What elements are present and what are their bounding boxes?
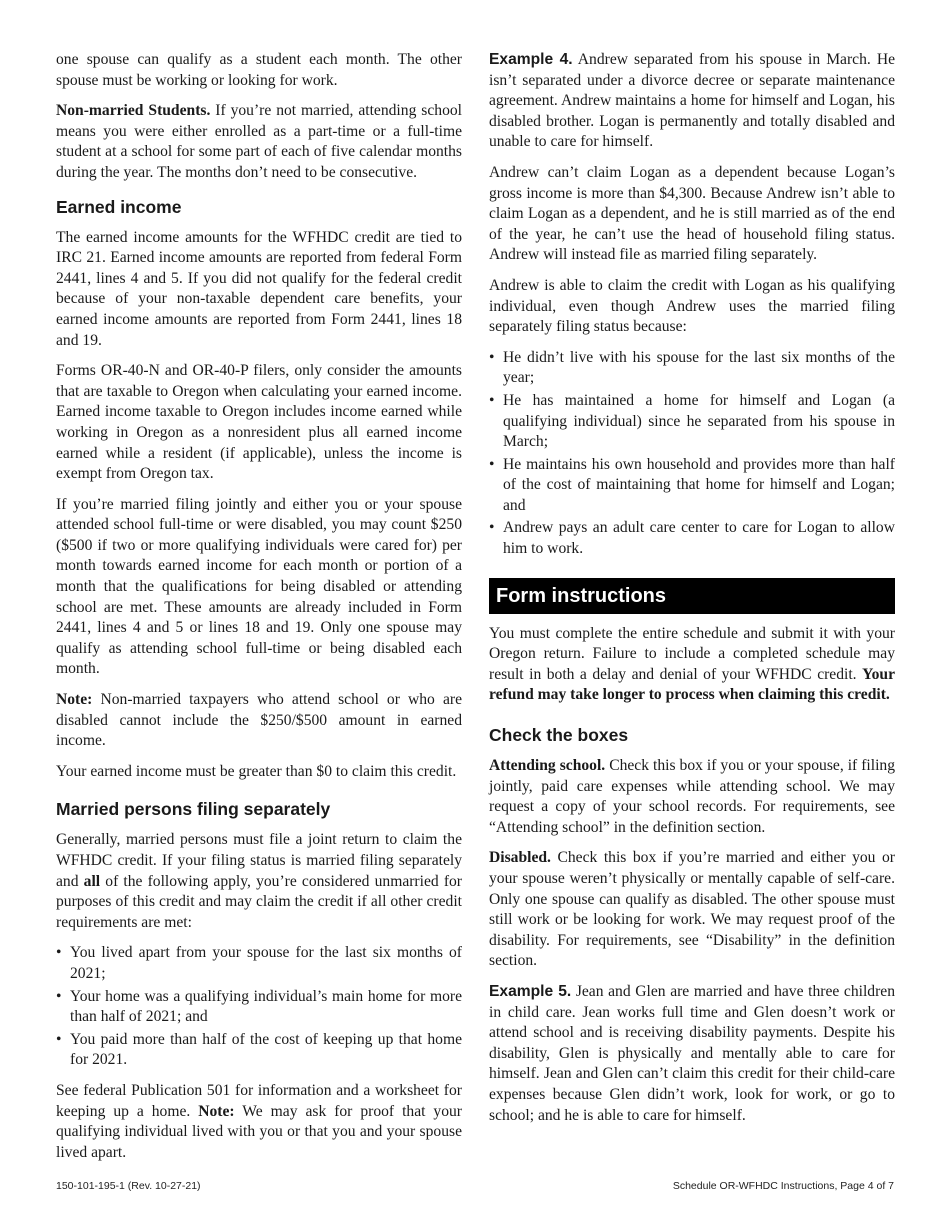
section-heading-check-the-boxes: Check the boxes (489, 725, 629, 746)
list-item: • You lived apart from your spouse for the last six months of 2021; (56, 944, 462, 982)
example-label: Example 4. (489, 51, 573, 68)
example-5-paragraph: Example 5. Jean and Glen are married and have three children in child care. Jean works full time and Glen doesn’t work or attend school and is receiving disability payments. Despite his disability, Glen is physically and mentally able to care for himself. Jean and Glen can’t claim this credit for their child-care expenses because Glen didn’t work, look for work, or go to school; and he is able to care for himself. (489, 982, 895, 1124)
note-label: Note: (56, 691, 93, 709)
paragraph: You must complete the entire schedule and submit it with your Oregon return. Failure to include a completed schedule may result in both a delay and denial of your WFHDC credit. Your refund may take longer to process when claiming this credit. (489, 624, 895, 704)
list-item: • He maintains his own household and provides more than half of the cost of maintaining that home for himself and Logan; and (489, 455, 895, 514)
paragraph: Andrew is able to claim the credit with Logan as his qualifying individual, even though Andrew uses the married filing separately filing status because: (489, 276, 895, 336)
bullet-list (489, 348, 895, 560)
footer-page-label: Schedule OR-WFHDC Instructions, Page 4 of 7 (672, 1180, 894, 1192)
paragraph: Forms OR-40-N and OR-40-P filers, only consider the amounts that are taxable to Oregon when calculating your earned income. Earned income taxable to Oregon includes income earned while working in Oregon as a nonresident plus all earned income earned while a resident (if applicable), unless the income is exempt from Oregon tax. (56, 362, 462, 483)
non-married-students-paragraph: Non-married Students. If you’re not married, attending school means you were either enrolled as a part-time or a full-time student at a school for some part of each of five calendar months during the year. The months don’t need to be consecutive. (56, 102, 462, 181)
example-4-paragraph: Example 4. Andrew separated from his spouse in March. He isn’t separated under a divorce decree or separate maintenance agreement. Andrew maintains a home for himself and Logan, his disabled brother. Logan is permanently and totally disabled and unable to care for himself. (489, 51, 896, 151)
run-in-heading: Non-married Students. (56, 102, 211, 120)
paragraph: Andrew can’t claim Logan as a dependent because Logan’s gross income is more than $4,300. Because Andrew isn’t able to claim Logan as a dependent, and he is still married as of the end of the year, he can’t use the head of household filing status. Andrew will instead file as married filing separately. (489, 163, 895, 264)
form-instructions-banner: Form instructions (489, 578, 895, 614)
list-item: • He didn’t live with his spouse for the last six months of the year; (489, 348, 895, 387)
attending-school-paragraph: Attending school. Check this box if you or your spouse, if filing jointly, paid care expenses while attending school. We may request a copy of your school records. For requirements, see “Attending school” in the definition section. (489, 757, 896, 836)
footer-form-number: 150-101-195-1 (Rev. 10-27-21) (56, 1180, 201, 1192)
list-item: • You paid more than half of the cost of keeping up that home for 2021. (56, 1030, 462, 1069)
right-column (489, 50, 895, 1136)
paragraph: one spouse can qualify as a student each month. The other spouse must be working or looking for work. (56, 51, 462, 89)
disabled-paragraph: Disabled. Check this box if you’re married and either you or your spouse weren’t physically or mentally capable of self-care. Only one spouse can qualify as disabled. The other spouse must still work or be looking for work. We may request proof of the disability. For requirements, see “Disability” in the definition section. (489, 849, 895, 970)
paragraph: Your earned income must be greater than $0 to claim this credit. (56, 762, 457, 780)
paragraph: If you’re married filing jointly and either you or your spouse attended school full-time or were disabled, you may count $250 ($500 if two or more qualifying individuals were cared for) per month towards earned income for each month or portion of a month that the qualifications for being disabled or attending school are met. These amounts are already included in Form 2441, lines 4 and 5 or lines 18 and 19. Only one spouse may qualify as attending school full-time or being disabled each month. (56, 495, 462, 678)
paragraph: The earned income amounts for the WFHDC credit are tied to IRC 21. Earned income amounts are reported from federal Form 2441, lines 4 and 5. If you did not qualify for the federal credit because of your non-taxable dependent care benefits, your earned income amounts are reported from Form 2441, lines 18 and 19. (56, 228, 462, 349)
bullet-list (56, 943, 462, 1071)
list-item: • Your home was a qualifying individual’s main home for more than half of 2021; and (56, 987, 462, 1026)
example-label: Example 5. (489, 982, 572, 1000)
list-item: • He has maintained a home for himself and Logan (a qualifying individual) since he separated from his spouse in March; (489, 391, 895, 451)
paragraph: Generally, married persons must file a joint return to claim the WFHDC credit. If your filing status is married filing separately and all of the following apply, you’re considered unmarried for purposes of this credit and may claim the credit if all other credit requirements are met: (56, 831, 463, 931)
list-item: • Andrew pays an adult care center to care for Logan to allow him to work. (489, 519, 895, 558)
section-heading-earned-income: Earned income (56, 196, 182, 217)
left-column (56, 50, 462, 1173)
paragraph: See federal Publication 501 for information and a worksheet for keeping up a home. Note: We may ask for proof that your qualifying individual lived with you or that you and your spouse lived apart. (56, 1081, 462, 1161)
section-heading-married-filing-separately: Married persons filing separately (56, 799, 331, 820)
note-paragraph: Note: Non-married taxpayers who attend school or who are disabled cannot include the $250/$500 amount in earned income. (56, 691, 462, 750)
